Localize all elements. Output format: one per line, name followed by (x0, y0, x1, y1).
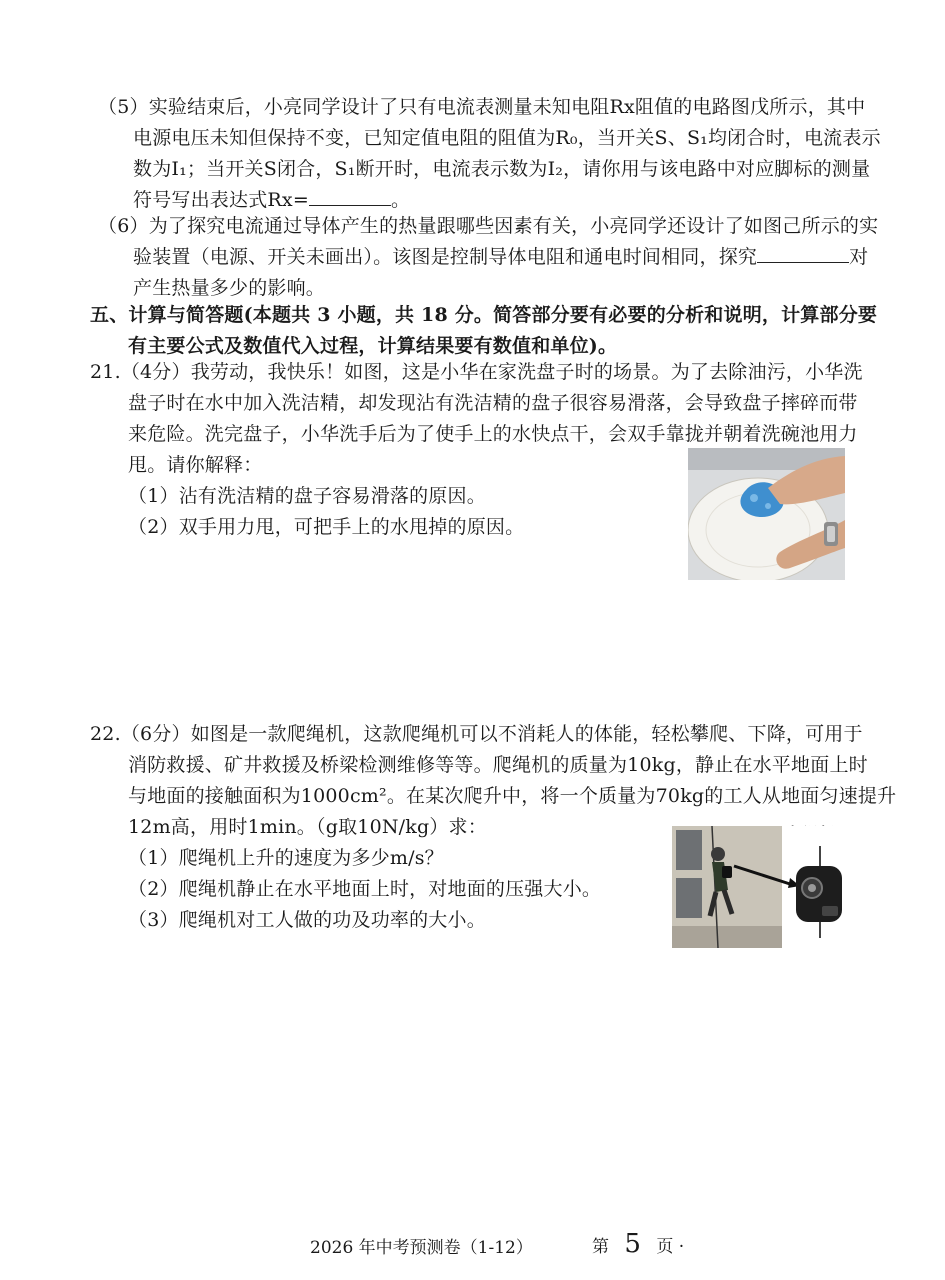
q22-line3: 与地面的接触面积为1000cm²。在某次爬升中，将一个质量为70kg的工人从地面匀速提升 (128, 785, 897, 807)
q20-p6-line1: （6）为了探究电流通过导体产生的热量跟哪些因素有关，小亮同学还设计了如图己所示的实 (98, 215, 879, 237)
dishwashing-photo (688, 448, 845, 580)
q20-p6-line2-end: 对 (849, 246, 869, 268)
q21-sub1: （1）沾有洗洁精的盘子容易滑落的原因。 (128, 485, 486, 507)
q20-p5-line2: 电源电压未知但保持不变，已知定值电阻的阻值为R₀，当开关S、S₁均闭合时，电流表示 (133, 127, 881, 149)
q20-p6-line2-text: 验装置（电源、开关未画出）。该图是控制导体电阻和通电时间相同，探究 (133, 246, 758, 268)
section5-line1: 五、计算与简答题(本题共 3 小题，共 18 分。简答部分要有必要的分析和说明，计算部分要 (90, 304, 878, 326)
q22-line4: 12m高，用时1min。（g取10N/kg）求： (128, 816, 487, 838)
page-suffix: 页 · (656, 1237, 685, 1257)
page-prefix: 第 (592, 1237, 609, 1257)
section5-line2: 有主要公式及数值代入过程，计算结果要有数值和单位)。 (128, 335, 618, 357)
q22-sub2: （2）爬绳机静止在水平地面上时，对地面的压强大小。 (128, 878, 602, 900)
q22-line2: 消防救援、矿井救援及桥梁检测维修等等。爬绳机的质量为10kg，静止在水平地面上时 (128, 754, 868, 776)
section5-heading (90, 300, 877, 362)
q20-p6-line2 (98, 242, 878, 273)
q21-line3: 来危险。洗完盘子，小华洗手后为了使手上的水快点干，会双手靠拢并朝着洗碗池用力 (128, 423, 858, 445)
q22-sub1: （1）爬绳机上升的速度为多少m/s？ (128, 847, 444, 869)
q22-line1: 22.（6分）如图是一款爬绳机，这款爬绳机可以不消耗人的体能，轻松攀爬、下降，可用于 (90, 723, 863, 745)
q21-sub2: （2）双手用力甩，可把手上的水甩掉的原因。 (128, 516, 525, 538)
rope-climber-photo (672, 826, 847, 948)
rope-climber-illustration (672, 826, 847, 948)
q20-p5-line4-text: 符号写出表达式Rx= (133, 189, 309, 211)
footer-exam-title: 2026 年中考预测卷（1-12） (310, 1238, 533, 1258)
dishwashing-illustration (688, 448, 845, 580)
answer-blank-rx[interactable] (309, 185, 391, 206)
q22-sub3: （3）爬绳机对工人做的功及功率的大小。 (128, 909, 486, 931)
q21-line1: 21.（4分）我劳动，我快乐！如图，这是小华在家洗盘子时的场景。为了去除油污，小华洗 (90, 361, 863, 383)
q20-p5-line1: （5）实验结束后，小亮同学设计了只有电流表测量未知电阻Rx阻值的电路图戊所示，其中 (98, 96, 866, 118)
q21-line4: 甩。请你解释： (128, 454, 263, 476)
answer-blank-factor[interactable] (757, 242, 849, 263)
q20-p5-line4-end: 。 (390, 189, 411, 211)
q20-p5-line3: 数为I₁；当开关S闭合，S₁断开时，电流表示数为I₂，请你用与该电路中对应脚标的测量 (133, 158, 871, 180)
page-number: 5 (624, 1229, 641, 1259)
page-number-group (592, 1229, 684, 1259)
q20-part5 (98, 92, 881, 216)
q20-p6-line3: 产生热量多少的影响。 (133, 277, 326, 299)
q20-part6 (98, 211, 878, 304)
q21-line2: 盘子时在水中加入洗洁精，却发现沾有洗洁精的盘子很容易滑落，会导致盘子摔碎而带 (128, 392, 858, 414)
